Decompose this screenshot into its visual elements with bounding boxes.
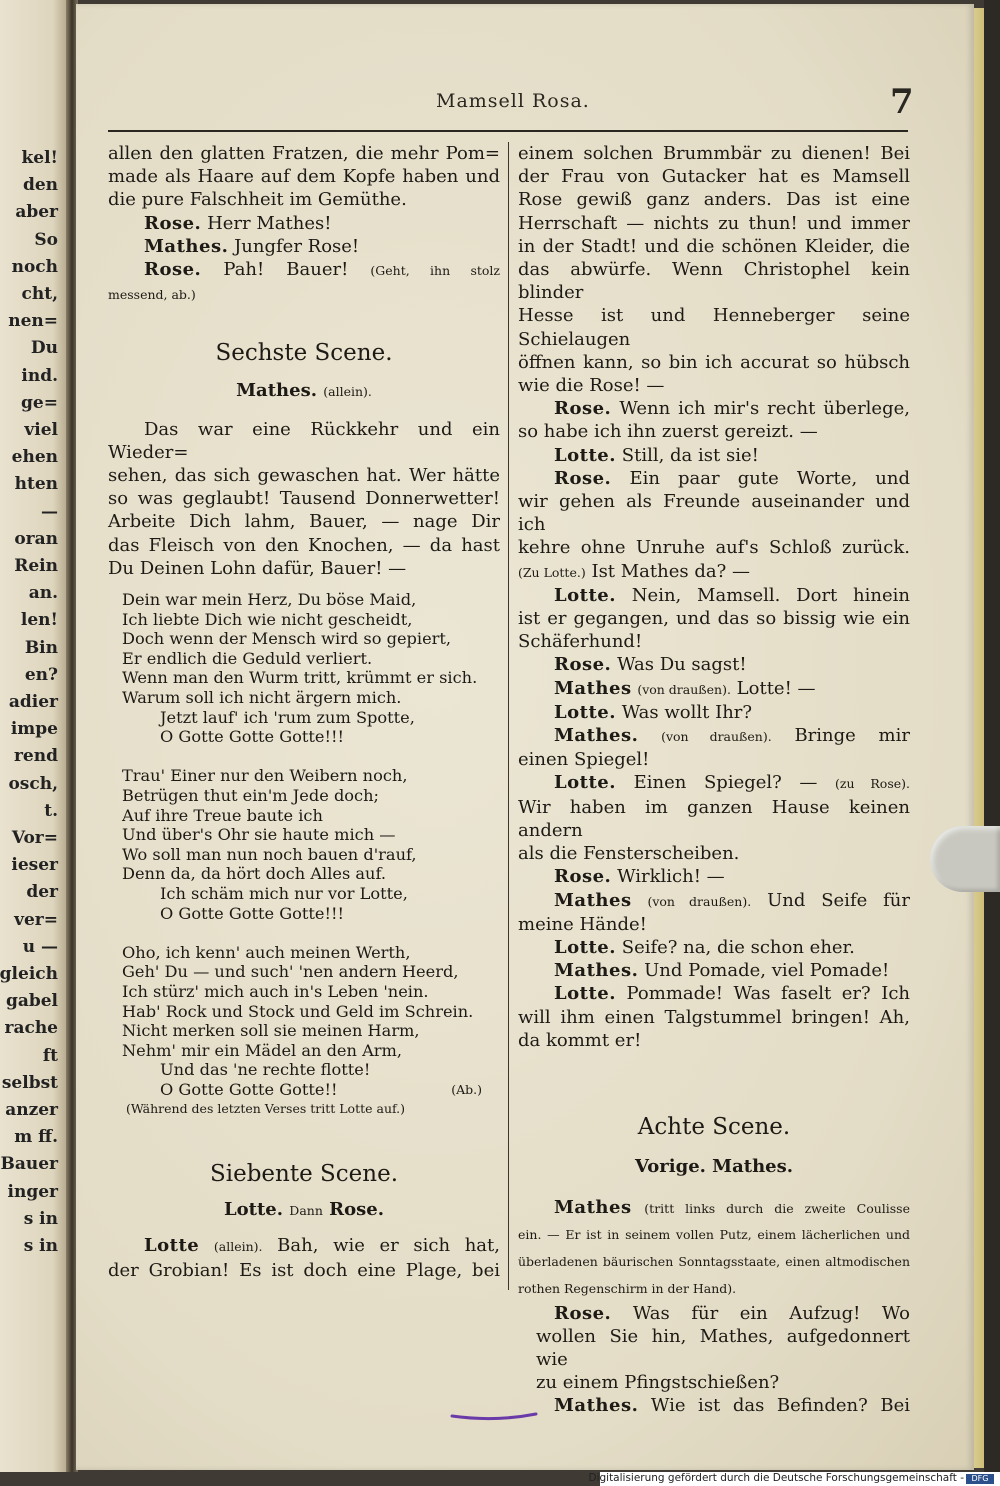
dfg-logo: DFG: [966, 1474, 994, 1484]
facing-page-text: ind.: [21, 365, 58, 386]
text-line: so habe ich ihn zuerst gereizt. —: [518, 421, 818, 443]
dialogue-line: Lotte. Einen Spiegel? — (zu Rose).: [554, 772, 910, 794]
facing-page-text: aber: [15, 202, 58, 223]
speaker: Mathes: [554, 889, 632, 911]
dialogue-line: Mathes. Wie ist das Befinden? Bei: [554, 1395, 910, 1417]
dialogue-line: Rose. Was für ein Aufzug! Wo: [554, 1302, 910, 1324]
facing-page-text: gabel: [5, 991, 58, 1012]
facing-page-text: So: [34, 229, 58, 250]
speaker: Lotte.: [554, 983, 617, 1005]
page-number: 7: [890, 82, 914, 122]
facing-page-text: ehen: [11, 447, 58, 468]
verse-line: Wo soll man nun noch bauen d'rauf,: [122, 844, 417, 864]
facing-page-text: Rein: [14, 556, 58, 576]
dialogue-line: Rose. Wirklich! —: [554, 866, 725, 888]
text-line: wie die Rose! —: [518, 375, 665, 397]
facing-page-text: Vor=: [11, 828, 58, 848]
facing-page-text: osch,: [8, 773, 58, 794]
text-line: die pure Falschheit im Gemüthe.: [108, 189, 407, 211]
dialogue-line: Rose. Was Du sagst!: [554, 654, 747, 676]
verse-line: O Gotte Gotte Gotte!! (Ab.): [160, 1079, 482, 1099]
text-line: der Grobian! Es ist doch eine Plage, bei: [108, 1259, 500, 1281]
verse-line: O Gotte Gotte Gotte!!!: [160, 903, 345, 923]
speaker: Mathes.: [554, 1395, 639, 1417]
facing-page-text: len!: [20, 610, 58, 631]
speaker: Lotte.: [554, 701, 617, 723]
dialogue-line: Mathes (von draußen). Und Seife für: [554, 889, 910, 911]
text-line: ist er gegangen, und das so bissig wie ein: [518, 608, 910, 630]
speaker: Lotte.: [554, 584, 617, 606]
verse-line: Ich stürz' mich auch in's Leben 'nein.: [122, 981, 429, 1001]
facing-page-text: inger: [7, 1181, 58, 1202]
stage-direction: (Geht, ihn stolz: [370, 263, 500, 279]
text-line: made als Haare auf dem Kopfe haben und: [108, 166, 500, 188]
verse-line: Denn da, da hört doch Alles auf.: [122, 864, 387, 884]
speaker: Rose.: [554, 1302, 612, 1324]
speaker: Lotte.: [554, 936, 617, 958]
dialogue-line: Mathes (von draußen). Lotte! —: [554, 677, 816, 699]
verse-line: Und über's Ohr sie haute mich —: [122, 825, 396, 845]
column-divider: [508, 142, 509, 1290]
facing-page-text: selbst: [1, 1072, 58, 1093]
facing-page-text: s in: [23, 1236, 58, 1256]
verse-line: Doch wenn der Mensch wird so gepiert,: [122, 629, 452, 649]
verse-line: Ich liebte Dich wie nicht gescheidt,: [122, 609, 413, 629]
text-line: öffnen kann, so bin ich accurat so hübsch: [518, 351, 910, 373]
speaker: Mathes: [554, 677, 632, 699]
verse-line: Auf ihre Treue baute ich: [122, 805, 323, 825]
text-line: Herrschaft — nichts zu thun! und immer: [518, 212, 910, 234]
text-line: das abwürfe. Wenn Christophel kein blinder: [518, 259, 910, 304]
verse-line: Nehm' mir ein Mädel an den Arm,: [122, 1040, 403, 1060]
scene-characters: Lotte. Dann Rose.: [224, 1199, 384, 1221]
speaker: Rose.: [554, 398, 612, 420]
running-head: Mamsell Rosa.: [436, 90, 590, 112]
speaker: Rose.: [554, 866, 612, 888]
text-line: Arbeite Dich lahm, Bauer, — nage Dir: [108, 511, 500, 533]
facing-page-text: impe: [10, 719, 58, 740]
text-line: allen den glatten Fratzen, die mehr Pom=: [108, 143, 500, 164]
facing-page-text: Du: [30, 338, 58, 359]
dialogue-line: Lotte. Seife? na, die schon eher.: [554, 936, 855, 958]
facing-page-text: kel!: [21, 148, 58, 168]
stage-direction: (Zu Lotte.): [518, 564, 586, 580]
text-line: Schäferhund!: [518, 631, 643, 653]
facing-page-text: en?: [24, 664, 58, 685]
text-line: Hesse ist und Henneberger seine Schielaugen: [518, 305, 910, 350]
ink-mark: [450, 1406, 540, 1426]
text-line: Das war eine Rückkehr und ein Wieder=: [108, 418, 500, 463]
speaker: Mathes.: [554, 725, 639, 747]
stage-direction: rothen Regenschirm in der Hand).: [518, 1280, 737, 1296]
text-line: da kommt er!: [518, 1029, 642, 1051]
scene-title: Achte Scene.: [637, 1113, 791, 1140]
verse-line: O Gotte Gotte Gotte!!!: [160, 727, 345, 747]
page-edge: [974, 8, 984, 1468]
verse-line: Hab' Rock und Stock und Geld im Schrein.: [122, 1001, 474, 1021]
facing-page-text: ge=: [21, 392, 58, 413]
dialogue-line: Lotte. Still, da ist sie!: [554, 444, 759, 466]
dialogue-line: Lotte. Nein, Mamsell. Dort hinein: [554, 584, 910, 606]
facing-page-text: m ff.: [14, 1127, 58, 1148]
dialogue-line: Lotte. Was wollt Ihr?: [554, 701, 753, 723]
facing-page-text: rache: [4, 1018, 58, 1039]
scene-title: Siebente Scene.: [209, 1161, 399, 1188]
scene-characters: Mathes. (allein).: [236, 380, 372, 402]
dialogue-line: Rose. Pah! Bauer! (Geht, ihn stolz: [144, 259, 500, 281]
facing-page-text: den: [22, 175, 58, 196]
facing-page-text: noch: [11, 256, 58, 277]
facing-page-text: viel: [24, 420, 58, 440]
stage-direction: überladenen bäurischen Sonntagsstaate, einen altmodischen: [518, 1253, 910, 1269]
verse-line: Ich schäm mich nur vor Lotte,: [160, 883, 408, 903]
facing-page-fragment: [0, 0, 66, 1472]
right-column: [518, 142, 910, 1418]
facing-page-text: anzer: [5, 1100, 58, 1120]
text-line: zu einem Pfingstschießen?: [536, 1372, 780, 1394]
facing-page-text: adier: [8, 692, 58, 712]
speaker: Lotte.: [554, 772, 617, 794]
paper-tab: [930, 826, 1000, 892]
scene-title: Sechste Scene.: [215, 340, 393, 367]
stage-direction: (tritt links durch die zweite Coulisse: [644, 1201, 910, 1217]
facing-page-text: ver=: [14, 909, 58, 930]
text-line: einen Spiegel!: [518, 749, 650, 771]
verse-line: Dein war mein Herz, Du böse Maid,: [122, 590, 417, 610]
facing-page-text: oran: [14, 528, 58, 549]
speaker: Rose.: [554, 467, 612, 489]
text-line: einem solchen Brummbär zu dienen! Bei: [518, 143, 910, 164]
speaker: Mathes.: [554, 960, 639, 982]
facing-page-text: u —: [22, 936, 58, 957]
dialogue-line: Mathes. Und Pomade, viel Pomade!: [554, 960, 890, 982]
facing-page-text: Bauer: [0, 1154, 58, 1175]
dialogue-line: Rose. Ein paar gute Worte, und: [554, 467, 910, 489]
facing-page-text: ft: [42, 1045, 58, 1066]
dialogue-line: Lotte. Pommade! Was faselt er? Ich: [554, 983, 910, 1005]
stage-direction: (von draußen).: [647, 893, 752, 909]
text-line: so was geglaubt! Tausend Donnerwetter!: [108, 488, 500, 510]
verse-line: Betrügen thut ein'm Jede doch;: [122, 785, 380, 805]
stage-direction: (Ab.): [451, 1081, 482, 1097]
verse-line: Jetzt lauf' ich 'rum zum Spotte,: [160, 707, 415, 727]
text-line: Rose gewiß ganz anders. Das ist eine: [518, 189, 910, 211]
verse-line: Und das 'ne rechte flotte!: [160, 1060, 371, 1080]
speaker: Rose.: [554, 654, 612, 676]
verse-line: Oho, ich kenn' auch meinen Werth,: [122, 942, 411, 962]
header-rule: [108, 130, 908, 132]
scene-characters: Vorige. Mathes.: [634, 1156, 794, 1178]
verse-line: Er endlich die Geduld verliert.: [122, 648, 373, 668]
text-line: das Fleisch von den Knochen, — da hast: [108, 534, 500, 556]
facing-page-text: s in: [23, 1208, 58, 1229]
facing-page-text: ieser: [11, 855, 58, 876]
text-line: wollen Sie hin, Mathes, aufgedonnert wie: [536, 1325, 910, 1370]
stage-direction: (zu Rose).: [835, 776, 910, 792]
facing-page-text: der: [26, 882, 58, 903]
facing-page-text: Bin: [24, 637, 58, 658]
stage-direction: (Während des letzten Verses tritt Lotte auf.): [126, 1101, 406, 1117]
left-column: [108, 142, 500, 1282]
text-line: der Frau von Gutacker hat es Mamsell: [518, 166, 910, 188]
facing-page-text: an.: [28, 583, 58, 604]
dialogue-line: [518, 1196, 910, 1220]
dialogue-line: Rose. Wenn ich mir's recht überlege,: [554, 398, 910, 420]
speaker: Rose.: [144, 259, 202, 281]
text-line: meine Hände!: [518, 913, 647, 935]
speaker: Lotte: [144, 1235, 200, 1257]
speaker: Mathes: [554, 1197, 632, 1219]
dialogue-line: Mathes. (von draußen). Bringe mir: [554, 725, 910, 747]
facing-page-text: hten: [14, 474, 58, 495]
verse-line: Geh' Du — und such' 'nen andern Heerd,: [122, 962, 459, 982]
stage-direction: ein. — Er ist in seinem vollen Putz, einem lächerlichen und: [518, 1226, 910, 1242]
dialogue-line: (Zu Lotte.) Ist Mathes da? —: [518, 560, 750, 582]
dialogue-line: Mathes. Jungfer Rose!: [144, 235, 360, 257]
speaker: Mathes.: [144, 235, 229, 257]
song-verses: [108, 590, 500, 1119]
facing-page-text: gleich: [0, 964, 58, 984]
text-line: kehre ohne Unruhe auf's Schloß zurück.: [518, 537, 910, 559]
stage-direction: messend, ab.): [108, 287, 196, 303]
text-line: als die Fensterscheiben.: [518, 843, 740, 865]
speaker: Rose.: [144, 212, 202, 234]
text-line: will ihm einen Talgstummel bringen! Ah,: [518, 1006, 910, 1028]
verse-line: Wenn man den Wurm tritt, krümmt er sich.: [122, 668, 478, 688]
facing-page-text: —: [41, 501, 58, 522]
text-line: wir gehen als Freunde auseinander und ich: [518, 491, 910, 536]
stage-direction: (von draußen).: [661, 729, 772, 745]
facing-page-text: rend: [13, 746, 58, 767]
facing-page-text: t.: [44, 800, 58, 821]
digitization-credit: Digitalisierung gefördert durch die Deutsche Forschungsgemeinschaft -: [588, 1472, 964, 1484]
scan-background: [984, 0, 1000, 1472]
text-line: Wir haben im ganzen Hause keinen andern: [518, 796, 910, 841]
facing-page-text: nen=: [8, 311, 58, 332]
dialogue-line: Lotte (allein). Bah, wie er sich hat,: [144, 1235, 500, 1257]
speaker: Lotte.: [554, 444, 617, 466]
text-line: sehen, das sich gewaschen hat. Wer hätte: [108, 465, 500, 487]
verse-line: Nicht merken soll sie meinen Harm,: [122, 1021, 420, 1041]
verse-line: Warum soll ich nicht ärgern mich.: [122, 688, 402, 708]
text-line: in der Stadt! und die schönen Kleider, die: [518, 235, 910, 257]
verse-line: Trau' Einer nur den Weibern noch,: [122, 766, 408, 786]
dialogue-line: Rose. Herr Mathes!: [144, 212, 332, 234]
text-line: Du Deinen Lohn dafür, Bauer! —: [108, 557, 407, 579]
stage-direction: (von draußen).: [637, 681, 731, 697]
facing-page-text: cht,: [21, 284, 58, 304]
